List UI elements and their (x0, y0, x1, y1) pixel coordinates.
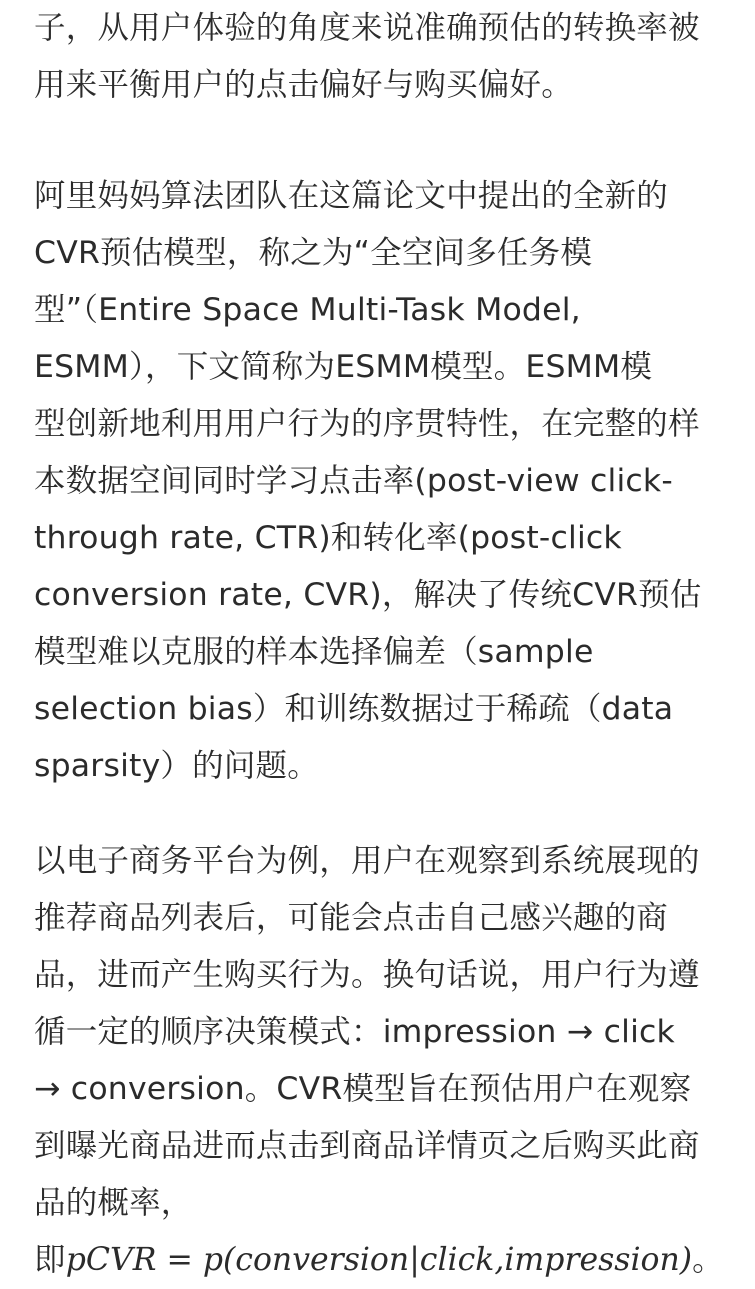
text-line: 品，进而产生购买行为。换句话说，用户行为遵 (34, 957, 700, 993)
text-line: ESMM），下文简称为ESMM模型。ESMM模 (34, 349, 653, 385)
text-line: sparsity）的问题。 (34, 748, 319, 784)
text-line: selection bias）和训练数据过于稀疏（data (34, 691, 674, 727)
formula-prefix: 即 (34, 1242, 66, 1278)
text-line: 推荐商品列表后，可能会点击自己感兴趣的商 (34, 900, 669, 936)
text-line: 本数据空间同时学习点击率(post-view click- (34, 463, 673, 499)
pcvr-formula: pCVR = p(conversion|click,impression) (65, 1242, 693, 1278)
text-line: 用来平衡用户的点击偏好与购买偏好。 (34, 67, 573, 103)
text-line: 子，从用户体验的角度来说准确预估的转换率被 (34, 10, 700, 46)
text-line: 循一定的顺序决策模式：impression → click (34, 1014, 675, 1050)
text-line: through rate, CTR)和转化率(post-click (34, 520, 622, 556)
text-line: conversion rate, CVR)，解决了传统CVR预估 (34, 577, 702, 613)
paragraph-3 (34, 833, 741, 1289)
text-line: CVR预估模型，称之为“全空间多任务模 (34, 235, 593, 271)
text-line: 以电子商务平台为例，用户在观察到系统展现的 (34, 843, 700, 879)
text-line: 阿里妈妈算法团队在这篇论文中提出的全新的 (34, 178, 669, 214)
text-line: 品的概率， (34, 1185, 193, 1221)
formula-suffix: 。 (692, 1242, 724, 1278)
formula-line (34, 1232, 741, 1289)
paragraph-2 (34, 168, 741, 795)
text-line: → conversion。CVR模型旨在预估用户在观察 (34, 1071, 692, 1107)
text-line: 模型难以克服的样本选择偏差（sample (34, 634, 594, 670)
text-line: 型创新地利用用户行为的序贯特性，在完整的样 (34, 406, 700, 442)
text-line: 到曝光商品进而点击到商品详情页之后购买此商 (34, 1128, 700, 1164)
paragraph-1 (34, 0, 741, 114)
text-line: 型”（Entire Space Multi-Task Model, (34, 292, 581, 328)
